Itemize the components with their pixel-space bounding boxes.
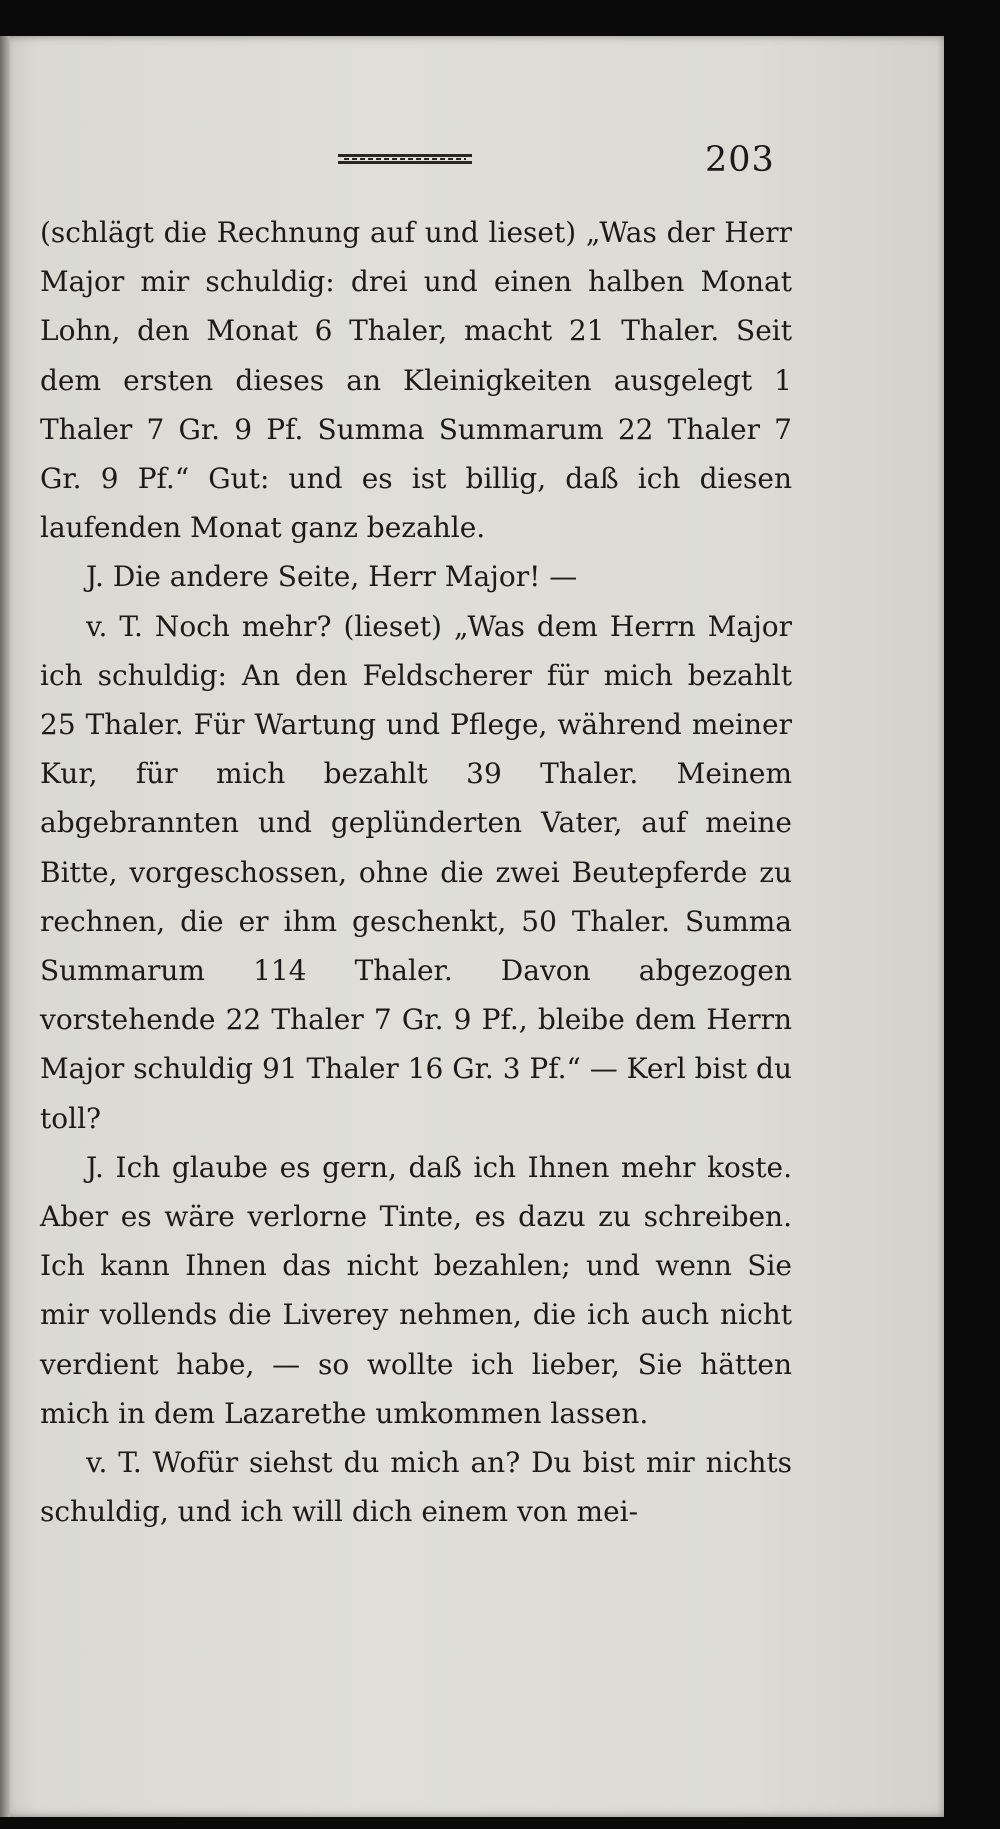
- paragraph-4: J. Ich glaube es gern, daß ich Ihnen mehr koste. Aber es wäre verlorne Tinte, es dazu zu schreiben. Ich kann Ihnen das nicht bezahlen; und wenn Sie mir vollends die Liverey nehmen, die ich auch nicht verdient habe, — so wollte ich lieber, Sie hätten mich in dem Lazarethe umkommen lassen.: [40, 1150, 792, 1430]
- ornament-rule-top: [338, 154, 472, 157]
- body-text: [40, 208, 792, 1536]
- paragraph-1: (schlägt die Rechnung auf und lieset) „Was der Herr Major mir schuldig: drei und einen halben Monat Lohn, den Monat 6 Thaler, macht 21 Thaler. Seit dem ersten dieses an Kleinigkeiten ausgelegt 1 Thaler 7 Gr. 9 Pf. Summa Summarum 22 Thaler 7 Gr. 9 Pf.“ Gut: und es ist billig, daß ich diesen laufenden Monat ganz bezahle.: [40, 216, 792, 545]
- page-number: 203: [705, 140, 775, 180]
- paragraph-5: v. T. Wofür siehst du mich an? Du bist mir nichts schuldig, und ich will dich einem von mei-: [40, 1446, 792, 1529]
- ornament-rule-middle: [344, 158, 466, 160]
- page-gutter-edge: [0, 36, 10, 1817]
- header-ornament: [338, 154, 472, 164]
- ornament-rule-bottom: [338, 161, 472, 164]
- paragraph-2: J. Die andere Seite, Herr Major! —: [86, 560, 578, 594]
- paragraph-3: v. T. Noch mehr? (lieset) „Was dem Herrn Major ich schuldig: An den Feldscherer für mich bezahlt 25 Thaler. Für Wartung und Pflege, während meiner Kur, für mich bezahlt 39 Thaler. Meinem abgebrannten und geplünderten Vater, auf meine Bitte, vorgeschossen, ohne die zwei Beutepferde zu rechnen, die er ihm geschenkt, 50 Thaler. Summa Summarum 114 Thaler. Davon abgezogen vorstehende 22 Thaler 7 Gr. 9 Pf., bleibe dem Herrn Major schuldig 91 Thaler 16 Gr. 3 Pf.“ — Kerl bist du toll?: [40, 609, 792, 1135]
